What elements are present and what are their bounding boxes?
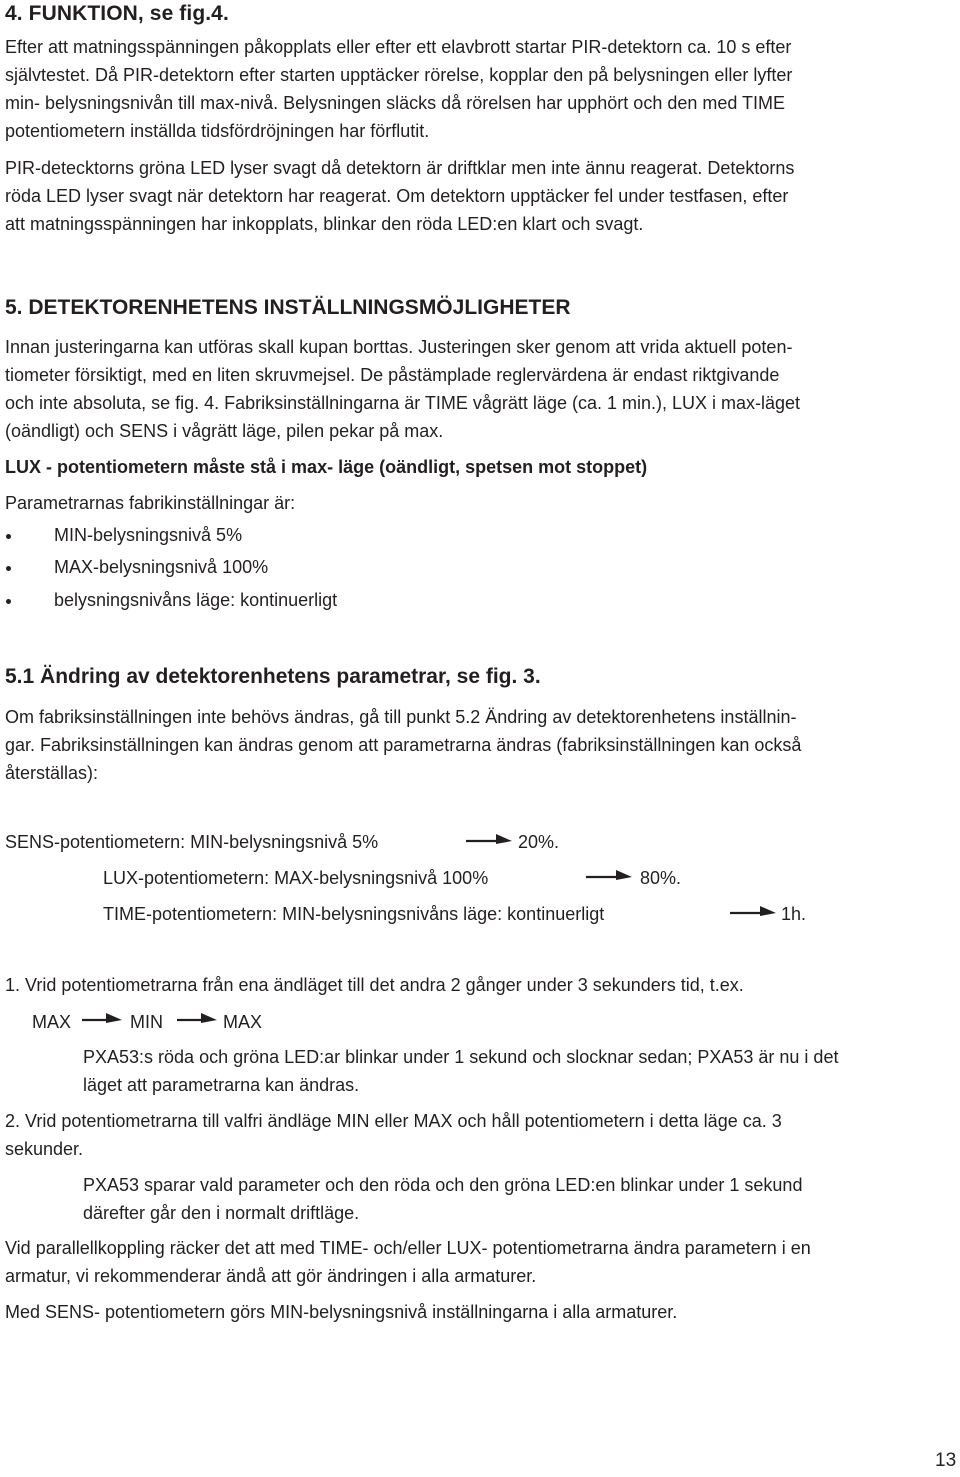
text-line: gar. Fabriksinställningen kan ändras genom att parametrarna ändras (fabriksinställningen kan också xyxy=(5,735,802,755)
bullet-icon xyxy=(6,599,11,604)
text-line: tiometer försiktigt, med en liten skruvmejsel. De påstämplade reglervärdena är endast riktgivande xyxy=(5,365,780,385)
time-change-value: 1h. xyxy=(781,904,807,924)
text-line: min- belysningsnivån till max-nivå. Belysningen släcks då rörelsen har upphört och den med TIME xyxy=(5,93,786,113)
sens-change-value: 20%. xyxy=(518,832,560,852)
list-item: belysningsnivåns läge: kontinuerligt xyxy=(54,590,338,610)
section-5-1-paragraph-1 xyxy=(5,703,801,787)
time-change-label: TIME-potentiometern: MIN-belysningsnivåns läge: kontinuerligt xyxy=(103,904,605,924)
lux-change-label: LUX-potentiometern: MAX-belysningsnivå 100% xyxy=(103,868,489,888)
section-4-paragraph-1 xyxy=(5,33,792,145)
section-4-heading: 4. FUNKTION, se fig.4. xyxy=(5,2,229,25)
text-line: återställas): xyxy=(5,763,99,783)
text-line: läget att parametrarna kan ändras. xyxy=(83,1075,360,1095)
text-line: armatur, vi rekommenderar ändå att gör ändringen i alla armaturer. xyxy=(5,1266,537,1286)
right-arrow-icon xyxy=(466,832,512,846)
list-item: MIN-belysningsnivå 5% xyxy=(54,525,243,545)
text-line: Efter att matningsspänningen påkopplats eller efter ett elavbrott startar PIR-detektorn ca. 10 s efter xyxy=(5,37,792,57)
bullet-icon xyxy=(6,566,11,571)
text-line: PXA53 sparar vald parameter och den röda och den gröna LED:en blinkar under 1 sekund xyxy=(83,1175,803,1195)
text-line: och inte absoluta, se fig. 4. Fabriksinställningarna är TIME vågrätt läge (ca. 1 min.), LUX i max-läget xyxy=(5,393,801,413)
sens-note: Med SENS- potentiometern görs MIN-belysningsnivå inställningarna i alla armaturer. xyxy=(5,1302,678,1322)
parallel-note xyxy=(5,1234,811,1290)
text-line: röda LED lyser svagt när detektorn har reagerat. Om detektorn upptäcker fel under testfasen, efter xyxy=(5,186,789,206)
step-1-result xyxy=(83,1043,838,1099)
list-item: MAX-belysningsnivå 100% xyxy=(54,557,269,577)
right-arrow-icon xyxy=(177,1011,217,1025)
text-line: självtestet. Då PIR-detektorn efter starten upptäcker rörelse, kopplar den på belysningen eller lyfter xyxy=(5,65,793,85)
lux-note: LUX - potentiometern måste stå i max- läge (oändligt, spetsen mot stoppet) xyxy=(5,457,648,477)
section-5-paragraph-1 xyxy=(5,333,800,445)
text-line: PXA53:s röda och gröna LED:ar blinkar under 1 sekund och slocknar sedan; PXA53 är nu i det xyxy=(83,1047,839,1067)
sequence-item: MAX xyxy=(223,1012,263,1032)
step-1-text: 1. Vrid potentiometrarna från ena ändläget till det andra 2 gånger under 3 sekunders tid, t.ex. xyxy=(5,975,744,995)
lux-change-value: 80%. xyxy=(640,868,682,888)
section-5-heading: 5. DETEKTORENHETENS INSTÄLLNINGSMÖJLIGHETER xyxy=(5,296,571,319)
text-line: (oändligt) och SENS i vågrätt läge, pilen pekar på max. xyxy=(5,421,444,441)
params-intro: Parametrarnas fabrikinställningar är: xyxy=(5,493,296,513)
text-line: 2. Vrid potentiometrarna till valfri ändläge MIN eller MAX och håll potentiometern i detta läge ca. 3 xyxy=(5,1111,782,1131)
text-line: sekunder. xyxy=(5,1139,84,1159)
text-line: Innan justeringarna kan utföras skall kupan borttas. Justeringen sker genom att vrida aktuell poten- xyxy=(5,337,793,357)
text-line: PIR-detecktorns gröna LED lyser svagt då detektorn är driftklar men inte ännu reagerat. Detektorns xyxy=(5,158,795,178)
text-line: därefter går den i normalt driftläge. xyxy=(83,1203,360,1223)
step-2-result xyxy=(83,1171,802,1227)
section-5-1-heading: 5.1 Ändring av detektorenhetens parametrar, se fig. 3. xyxy=(5,665,541,688)
sequence-item: MIN xyxy=(130,1012,163,1032)
bullet-icon xyxy=(6,534,11,539)
text-line: Om fabriksinställningen inte behövs ändras, gå till punkt 5.2 Ändring av detektorenhetens inställnin- xyxy=(5,707,797,727)
text-line: potentiometern inställda tidsfördröjningen har förflutit. xyxy=(5,121,430,141)
right-arrow-icon xyxy=(730,904,776,918)
text-line: att matningsspänningen har inkopplats, blinkar den röda LED:en klart och svagt. xyxy=(5,214,644,234)
sens-change-label: SENS-potentiometern: MIN-belysningsnivå 5% xyxy=(5,832,379,852)
step-2-text xyxy=(5,1107,782,1163)
page-number: 13 xyxy=(935,1450,957,1471)
text-line: Vid parallellkoppling räcker det att med TIME- och/eller LUX- potentiometrarna ändra parametern i en xyxy=(5,1238,811,1258)
right-arrow-icon xyxy=(586,868,632,882)
sequence-item: MAX xyxy=(32,1012,72,1032)
section-4-paragraph-2 xyxy=(5,154,794,238)
right-arrow-icon xyxy=(82,1011,122,1025)
